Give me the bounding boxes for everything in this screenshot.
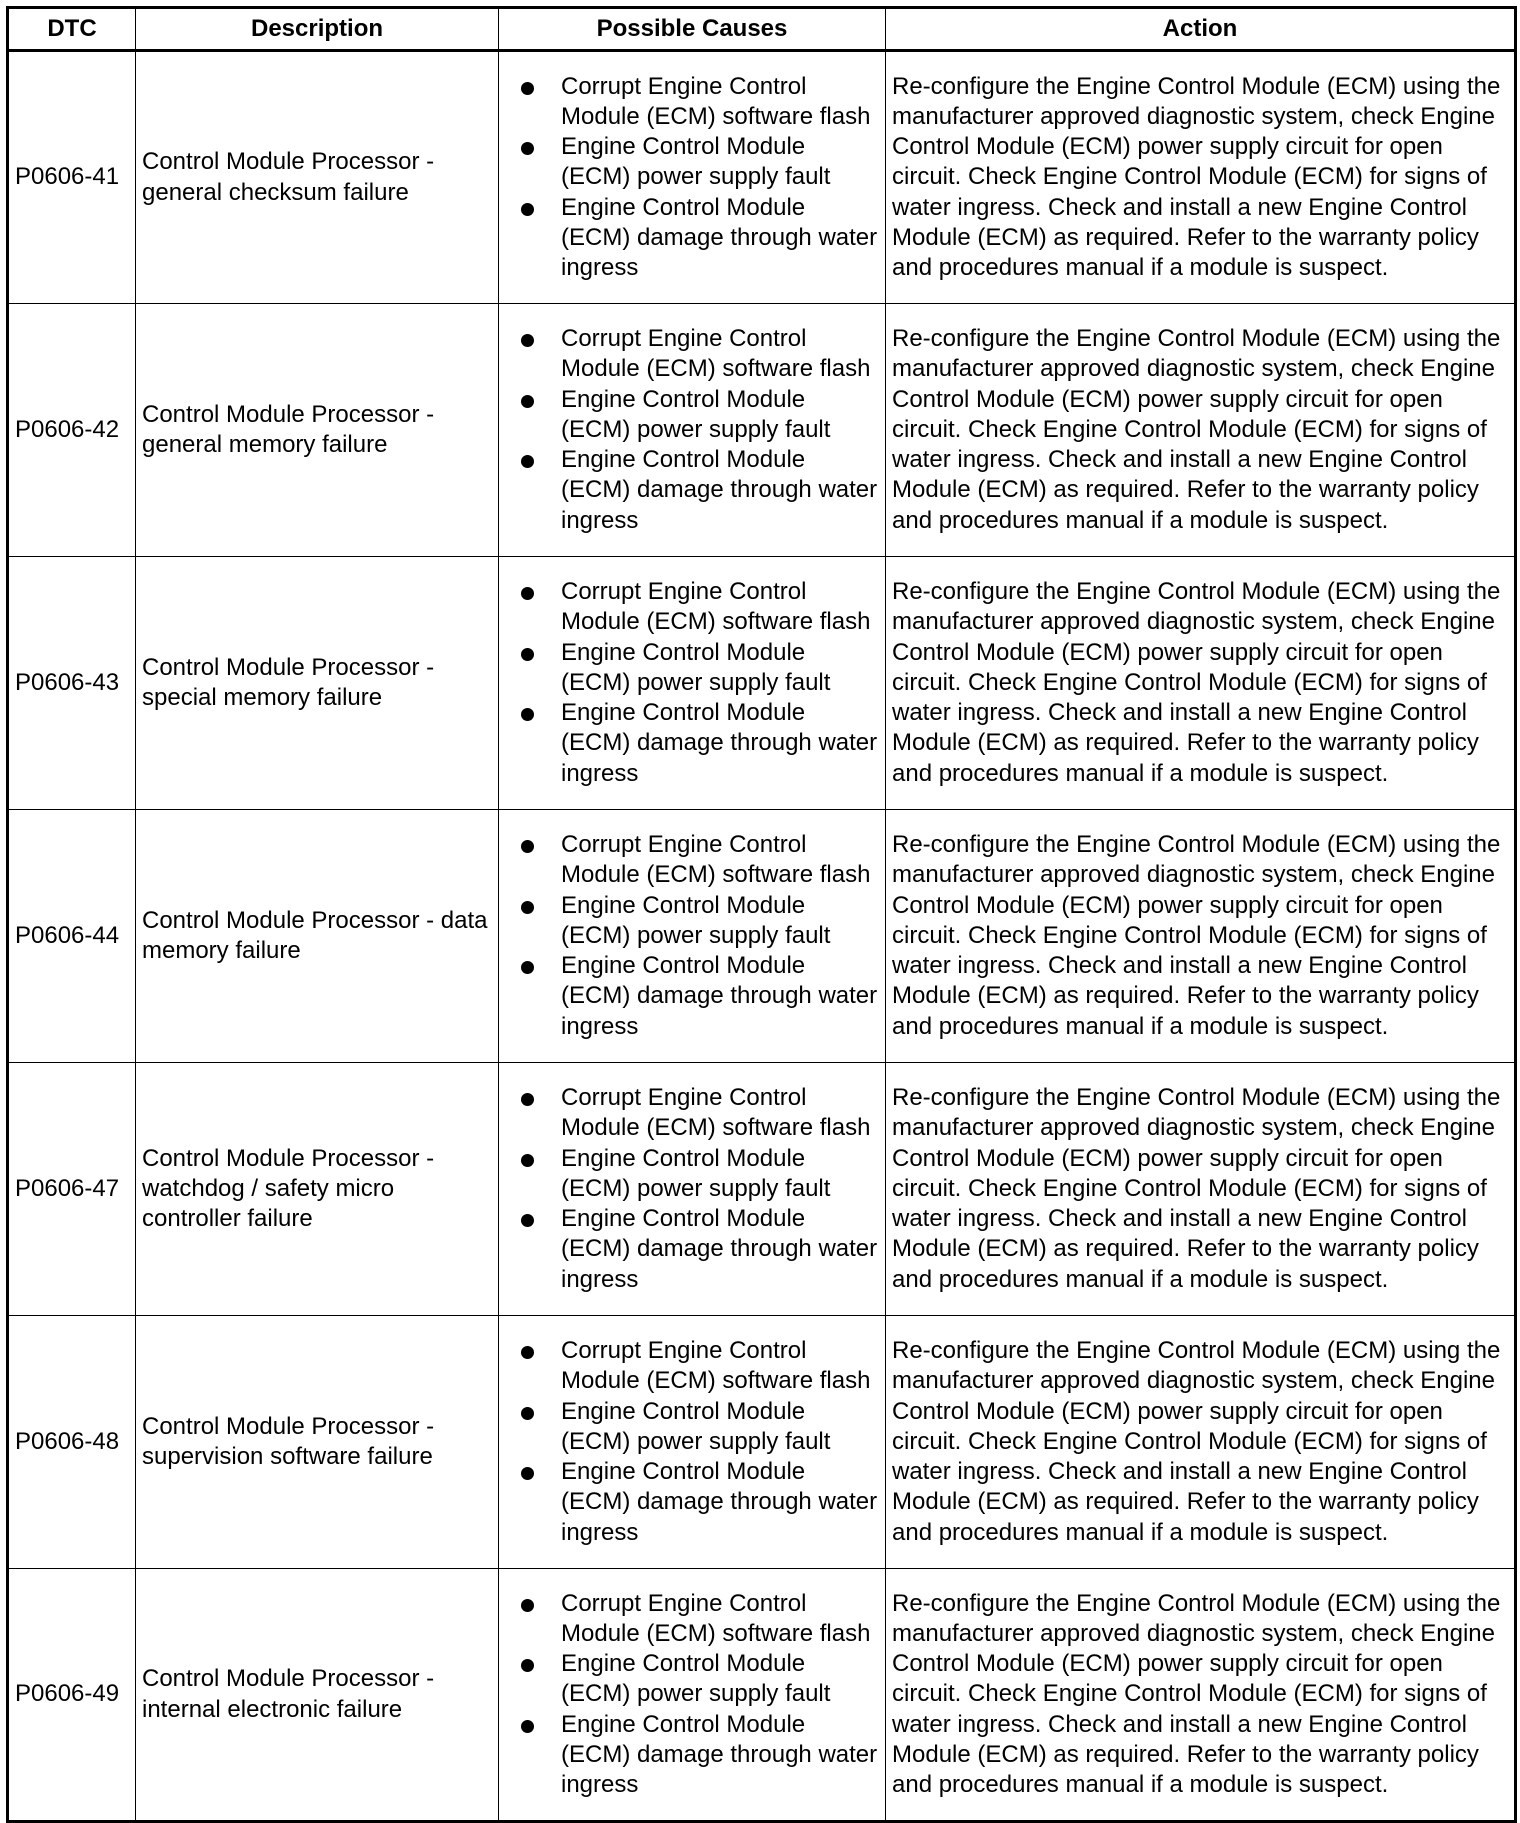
cause-item: [519, 951, 881, 1042]
dtc-action: Re-configure the Engine Control Module (ECM) using the manufacturer approved diagnostic system, check Engine Control Module (ECM) power supply circuit for open circuit. Check Engine Control Module (ECM) for signs of water ingress. Check and install a new Engine Control Module (ECM) as required. Refer to the warranty policy and procedures manual if a module is suspect.: [886, 304, 1516, 557]
cause-item: [519, 385, 881, 445]
cause-text: Engine Control Module (ECM) power supply fault: [561, 133, 831, 191]
header-dtc: DTC: [8, 8, 136, 51]
bullet-icon: [521, 1154, 534, 1167]
dtc-description: Control Module Processor - general checksum failure: [136, 51, 499, 304]
bullet-icon: [521, 1599, 534, 1612]
bullet-icon: [521, 961, 534, 974]
cause-item: [519, 72, 881, 132]
cause-text: Engine Control Module (ECM) damage through water ingress: [561, 952, 878, 1040]
dtc-table-container: [6, 6, 1514, 1823]
cause-item: [519, 324, 881, 384]
header-possible-causes: Possible Causes: [499, 8, 886, 51]
bullet-icon: [521, 455, 534, 468]
dtc-description: Control Module Processor - data memory failure: [136, 810, 499, 1063]
possible-causes-list: [519, 577, 881, 788]
cause-item: [519, 891, 881, 951]
cause-text: Engine Control Module (ECM) damage through water ingress: [561, 699, 878, 787]
bullet-icon: [521, 1346, 534, 1359]
bullet-icon: [521, 840, 534, 853]
bullet-icon: [521, 334, 534, 347]
cause-item: [519, 1144, 881, 1204]
cause-text: Corrupt Engine Control Module (ECM) software flash: [561, 1337, 871, 1395]
table-row: [8, 1569, 1516, 1822]
cause-text: Engine Control Module (ECM) damage through water ingress: [561, 193, 878, 281]
cause-item: [519, 698, 881, 789]
dtc-description: Control Module Processor - general memory failure: [136, 304, 499, 557]
table-row: [8, 51, 1516, 304]
dtc-code: P0606-42: [8, 304, 136, 557]
cause-item: [519, 1457, 881, 1548]
table-row: [8, 1063, 1516, 1316]
cause-text: Engine Control Module (ECM) power supply fault: [561, 891, 831, 949]
bullet-icon: [521, 1659, 534, 1672]
dtc-description: Control Module Processor - internal electronic failure: [136, 1569, 499, 1822]
dtc-action: Re-configure the Engine Control Module (ECM) using the manufacturer approved diagnostic system, check Engine Control Module (ECM) power supply circuit for open circuit. Check Engine Control Module (ECM) for signs of water ingress. Check and install a new Engine Control Module (ECM) as required. Refer to the warranty policy and procedures manual if a module is suspect.: [886, 557, 1516, 810]
dtc-description: Control Module Processor - watchdog / safety micro controller failure: [136, 1063, 499, 1316]
cause-text: Corrupt Engine Control Module (ECM) software flash: [561, 578, 871, 636]
cause-item: [519, 1397, 881, 1457]
cause-item: [519, 445, 881, 536]
dtc-action: Re-configure the Engine Control Module (ECM) using the manufacturer approved diagnostic system, check Engine Control Module (ECM) power supply circuit for open circuit. Check Engine Control Module (ECM) for signs of water ingress. Check and install a new Engine Control Module (ECM) as required. Refer to the warranty policy and procedures manual if a module is suspect.: [886, 1316, 1516, 1569]
table-row: [8, 304, 1516, 557]
header-action: Action: [886, 8, 1516, 51]
dtc-code: P0606-41: [8, 51, 136, 304]
possible-causes-list: [519, 1083, 881, 1294]
bullet-icon: [521, 587, 534, 600]
possible-causes-cell: [499, 1063, 886, 1316]
cause-item: [519, 132, 881, 192]
possible-causes-list: [519, 1589, 881, 1800]
cause-text: Engine Control Module (ECM) power supply fault: [561, 1144, 831, 1202]
possible-causes-cell: [499, 810, 886, 1063]
cause-text: Engine Control Module (ECM) damage through water ingress: [561, 446, 878, 534]
dtc-action: Re-configure the Engine Control Module (ECM) using the manufacturer approved diagnostic system, check Engine Control Module (ECM) power supply circuit for open circuit. Check Engine Control Module (ECM) for signs of water ingress. Check and install a new Engine Control Module (ECM) as required. Refer to the warranty policy and procedures manual if a module is suspect.: [886, 1063, 1516, 1316]
dtc-code: P0606-43: [8, 557, 136, 810]
cause-text: Corrupt Engine Control Module (ECM) software flash: [561, 1589, 871, 1647]
table-row: [8, 1316, 1516, 1569]
bullet-icon: [521, 203, 534, 216]
possible-causes-list: [519, 830, 881, 1041]
bullet-icon: [521, 395, 534, 408]
header-description: Description: [136, 8, 499, 51]
cause-text: Corrupt Engine Control Module (ECM) software flash: [561, 831, 871, 889]
dtc-table: [6, 6, 1517, 1823]
cause-text: Engine Control Module (ECM) damage through water ingress: [561, 1205, 878, 1293]
dtc-code: P0606-47: [8, 1063, 136, 1316]
dtc-action: Re-configure the Engine Control Module (ECM) using the manufacturer approved diagnostic system, check Engine Control Module (ECM) power supply circuit for open circuit. Check Engine Control Module (ECM) for signs of water ingress. Check and install a new Engine Control Module (ECM) as required. Refer to the warranty policy and procedures manual if a module is suspect.: [886, 51, 1516, 304]
dtc-description: Control Module Processor - supervision software failure: [136, 1316, 499, 1569]
bullet-icon: [521, 1467, 534, 1480]
cause-item: [519, 1083, 881, 1143]
cause-text: Engine Control Module (ECM) power supply fault: [561, 385, 831, 443]
cause-item: [519, 1589, 881, 1649]
bullet-icon: [521, 708, 534, 721]
bullet-icon: [521, 82, 534, 95]
cause-item: [519, 1204, 881, 1295]
table-row: [8, 557, 1516, 810]
cause-item: [519, 1336, 881, 1396]
possible-causes-cell: [499, 1569, 886, 1822]
dtc-code: P0606-49: [8, 1569, 136, 1822]
bullet-icon: [521, 142, 534, 155]
cause-item: [519, 830, 881, 890]
cause-text: Corrupt Engine Control Module (ECM) software flash: [561, 72, 871, 130]
cause-text: Corrupt Engine Control Module (ECM) software flash: [561, 325, 871, 383]
cause-item: [519, 193, 881, 284]
table-row: [8, 810, 1516, 1063]
cause-item: [519, 1649, 881, 1709]
possible-causes-cell: [499, 557, 886, 810]
cause-item: [519, 1710, 881, 1801]
bullet-icon: [521, 1093, 534, 1106]
dtc-code: P0606-44: [8, 810, 136, 1063]
bullet-icon: [521, 901, 534, 914]
cause-text: Corrupt Engine Control Module (ECM) software flash: [561, 1084, 871, 1142]
cause-item: [519, 638, 881, 698]
possible-causes-cell: [499, 304, 886, 557]
table-header-row: [8, 8, 1516, 51]
dtc-action: Re-configure the Engine Control Module (ECM) using the manufacturer approved diagnostic system, check Engine Control Module (ECM) power supply circuit for open circuit. Check Engine Control Module (ECM) for signs of water ingress. Check and install a new Engine Control Module (ECM) as required. Refer to the warranty policy and procedures manual if a module is suspect.: [886, 810, 1516, 1063]
cause-text: Engine Control Module (ECM) power supply fault: [561, 638, 831, 696]
cause-text: Engine Control Module (ECM) power supply fault: [561, 1650, 831, 1708]
cause-text: Engine Control Module (ECM) damage through water ingress: [561, 1710, 878, 1798]
dtc-description: Control Module Processor - special memory failure: [136, 557, 499, 810]
possible-causes-cell: [499, 51, 886, 304]
dtc-action: Re-configure the Engine Control Module (ECM) using the manufacturer approved diagnostic system, check Engine Control Module (ECM) power supply circuit for open circuit. Check Engine Control Module (ECM) for signs of water ingress. Check and install a new Engine Control Module (ECM) as required. Refer to the warranty policy and procedures manual if a module is suspect.: [886, 1569, 1516, 1822]
possible-causes-cell: [499, 1316, 886, 1569]
dtc-code: P0606-48: [8, 1316, 136, 1569]
bullet-icon: [521, 1214, 534, 1227]
cause-item: [519, 577, 881, 637]
possible-causes-list: [519, 72, 881, 283]
bullet-icon: [521, 648, 534, 661]
possible-causes-list: [519, 1336, 881, 1547]
cause-text: Engine Control Module (ECM) power supply fault: [561, 1397, 831, 1455]
bullet-icon: [521, 1720, 534, 1733]
possible-causes-list: [519, 324, 881, 535]
cause-text: Engine Control Module (ECM) damage through water ingress: [561, 1458, 878, 1546]
bullet-icon: [521, 1407, 534, 1420]
